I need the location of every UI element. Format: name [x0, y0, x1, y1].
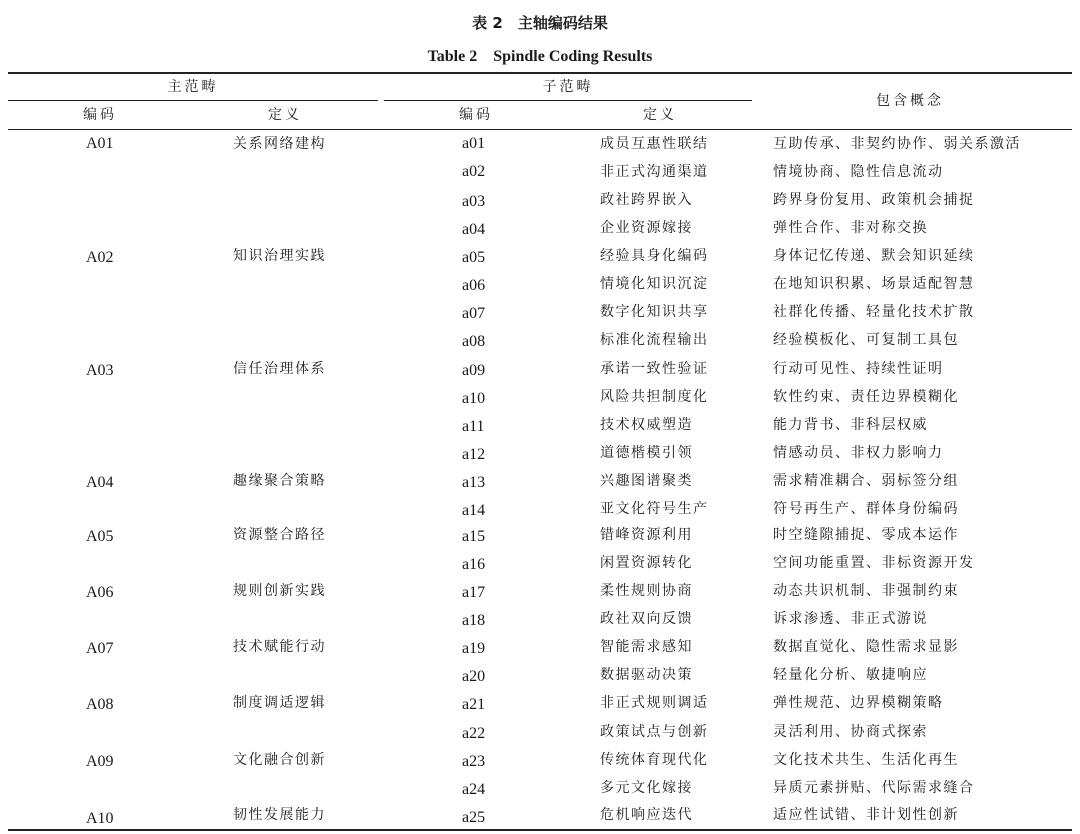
sub-code: a08: [462, 333, 486, 350]
sub-definition: 错峰资源利用: [600, 527, 693, 543]
sub-code: a04: [462, 221, 486, 238]
sub-concepts: 情感动员、非权力影响力: [773, 445, 944, 461]
main-definition-A07: 技术赋能行动: [233, 639, 326, 655]
sub-code: a12: [462, 446, 486, 463]
sub-code: a17: [462, 584, 486, 601]
main-code-A08: A08: [86, 696, 114, 713]
sub-concepts: 能力背书、非科层权威: [773, 417, 928, 433]
sub-concepts: 动态共识机制、非强制约束: [773, 583, 959, 599]
sub-concepts: 适应性试错、非计划性创新: [773, 807, 959, 823]
sub-concepts: 互助传承、非契约协作、弱关系激活: [773, 136, 1021, 152]
sub-concepts: 轻量化分析、敏捷响应: [773, 667, 928, 683]
header-concepts: 包含概念: [876, 93, 944, 109]
header-sub-code: 编码: [459, 107, 493, 123]
sub-definition: 柔性规则协商: [600, 583, 693, 599]
top-rule: [8, 72, 1072, 74]
sub-definition: 非正式规则调适: [600, 695, 709, 711]
sub-concepts: 在地知识积累、场景适配智慧: [773, 276, 975, 292]
main-code-A07: A07: [86, 640, 114, 657]
sub-concepts: 数据直觉化、隐性需求显影: [773, 639, 959, 655]
sub-code: a19: [462, 640, 486, 657]
sub-definition: 经验具身化编码: [600, 248, 709, 264]
sub-code: a20: [462, 668, 486, 685]
main-definition-A03: 信任治理体系: [233, 361, 326, 377]
sub-definition: 承诺一致性验证: [600, 361, 709, 377]
sub-concepts: 情境协商、隐性信息流动: [773, 164, 944, 180]
main-code-A05: A05: [86, 528, 114, 545]
main-code-A04: A04: [86, 474, 114, 491]
sub-definition: 风险共担制度化: [600, 389, 709, 405]
main-definition-A06: 规则创新实践: [233, 583, 326, 599]
sub-concepts: 灵活利用、协商式探索: [773, 724, 928, 740]
sub-concepts: 空间功能重置、非标资源开发: [773, 555, 975, 571]
sub-code: a05: [462, 249, 486, 266]
sub-definition: 兴趣图谱聚类: [600, 473, 693, 489]
main-definition-A05: 资源整合路径: [233, 527, 326, 543]
main-definition-A08: 制度调适逻辑: [233, 695, 326, 711]
sub-code: a07: [462, 305, 486, 322]
sub-code: a23: [462, 753, 486, 770]
header-sub-definition: 定义: [643, 107, 677, 123]
main-code-A09: A09: [86, 753, 114, 770]
sub-concepts: 行动可见性、持续性证明: [773, 361, 944, 377]
sub-code: a16: [462, 556, 486, 573]
main-code-A01: A01: [86, 135, 114, 152]
sub-code: a13: [462, 474, 486, 491]
sub-definition: 传统体育现代化: [600, 752, 709, 768]
sub-code: a11: [462, 418, 485, 435]
sub-concepts: 符号再生产、群体身份编码: [773, 501, 959, 517]
sub-concepts: 时空缝隙捕捉、零成本运作: [773, 527, 959, 543]
sub-code: a18: [462, 612, 486, 629]
main-definition-A01: 关系网络建构: [233, 136, 326, 152]
sub-concepts: 弹性规范、边界模糊策略: [773, 695, 944, 711]
sub-definition: 企业资源嫁接: [600, 220, 693, 236]
sub-definition: 数字化知识共享: [600, 304, 709, 320]
table-caption-chinese: 表 2 主轴编码结果: [472, 14, 608, 32]
sub-code: a25: [462, 809, 486, 826]
sub-code: a02: [462, 163, 486, 180]
sub-concepts: 跨界身份复用、政策机会捕捉: [773, 192, 975, 208]
sub-concepts: 文化技术共生、生活化再生: [773, 752, 959, 768]
main-code-A03: A03: [86, 362, 114, 379]
sub-code: a03: [462, 193, 486, 210]
table-caption-english: Table 2 Spindle Coding Results: [427, 48, 653, 65]
sub-concepts: 弹性合作、非对称交换: [773, 220, 928, 236]
sub-definition: 危机响应迭代: [600, 807, 693, 823]
sub-definition: 数据驱动决策: [600, 667, 693, 683]
sub-code: a21: [462, 696, 486, 713]
sub-category-underline: [384, 100, 752, 101]
sub-definition: 亚文化符号生产: [600, 501, 709, 517]
sub-definition: 情境化知识沉淀: [600, 276, 709, 292]
sub-definition: 成员互惠性联结: [600, 136, 709, 152]
sub-definition: 政策试点与创新: [600, 724, 709, 740]
main-definition-A10: 韧性发展能力: [233, 807, 326, 823]
sub-code: a15: [462, 528, 486, 545]
header-sub-category: 子范畴: [542, 79, 594, 95]
sub-code: a10: [462, 390, 486, 407]
sub-definition: 非正式沟通渠道: [600, 164, 709, 180]
header-bottom-rule: [8, 129, 1072, 130]
header-main-definition: 定义: [268, 107, 302, 123]
sub-definition: 道德楷模引领: [600, 445, 693, 461]
sub-concepts: 经验模板化、可复制工具包: [773, 332, 959, 348]
main-code-A06: A06: [86, 584, 114, 601]
sub-code: a01: [462, 135, 486, 152]
sub-definition: 政社跨界嵌入: [600, 192, 693, 208]
sub-definition: 智能需求感知: [600, 639, 693, 655]
sub-code: a14: [462, 502, 486, 519]
main-code-A10: A10: [86, 810, 114, 827]
sub-definition: 技术权威塑造: [600, 417, 693, 433]
header-main-category: 主范畴: [167, 79, 219, 95]
sub-code: a22: [462, 725, 486, 742]
sub-code: a24: [462, 781, 486, 798]
bottom-rule: [8, 829, 1072, 831]
sub-concepts: 社群化传播、轻量化技术扩散: [773, 304, 975, 320]
sub-definition: 标准化流程输出: [600, 332, 709, 348]
sub-code: a09: [462, 362, 486, 379]
main-category-underline: [8, 100, 378, 101]
sub-code: a06: [462, 277, 486, 294]
sub-concepts: 需求精准耦合、弱标签分组: [773, 473, 959, 489]
sub-concepts: 身体记忆传递、默会知识延续: [773, 248, 975, 264]
main-definition-A09: 文化融合创新: [233, 752, 326, 768]
sub-definition: 政社双向反馈: [600, 611, 693, 627]
main-code-A02: A02: [86, 249, 114, 266]
sub-definition: 闲置资源转化: [600, 555, 693, 571]
sub-concepts: 诉求渗透、非正式游说: [773, 611, 928, 627]
main-definition-A02: 知识治理实践: [233, 248, 326, 264]
sub-definition: 多元文化嫁接: [600, 780, 693, 796]
header-main-code: 编码: [83, 107, 117, 123]
main-definition-A04: 趣缘聚合策略: [233, 473, 326, 489]
sub-concepts: 软性约束、责任边界模糊化: [773, 389, 959, 405]
sub-concepts: 异质元素拼贴、代际需求缝合: [773, 780, 975, 796]
